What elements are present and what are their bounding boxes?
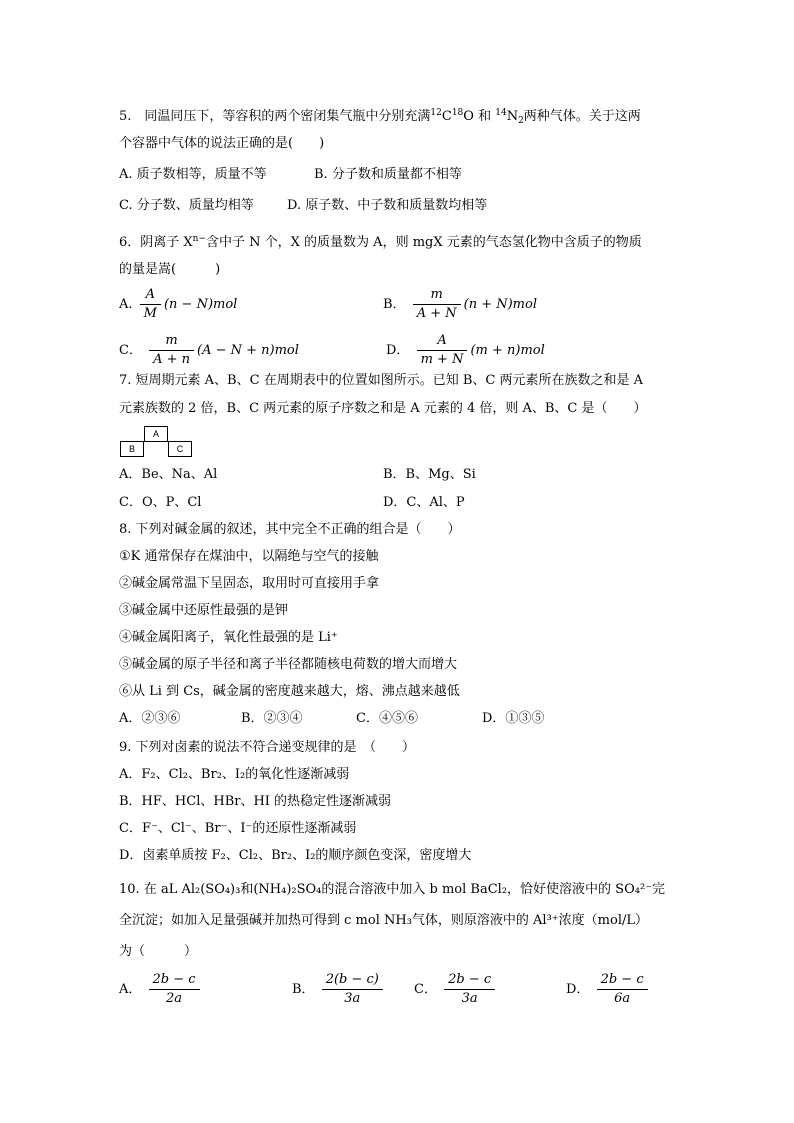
option-tail: (m + n)mol	[470, 343, 545, 358]
q5-element: C	[441, 109, 452, 124]
numerator: A	[140, 287, 161, 305]
fraction	[417, 333, 468, 368]
q5-and: 和	[478, 109, 492, 124]
q6-option-a	[119, 287, 237, 322]
q8-option-d: D．①③⑤	[482, 711, 545, 726]
fraction	[140, 287, 161, 322]
q5-mass: 14	[495, 108, 507, 118]
q5-option-c: C. 分子数、质量均相等	[119, 198, 254, 213]
fraction	[322, 972, 383, 1007]
option-label: B．	[292, 982, 315, 997]
option-label: C．	[119, 343, 142, 358]
q7-line1: 7. 短周期元素 A、B、C 在周期表中的位置如图所示。已知 B、C 两元素所在族数之和是 A	[119, 373, 643, 388]
option-label: A.	[119, 297, 133, 312]
denominator: m + N	[420, 352, 464, 367]
q5-option-d: D. 原子数、中子数和质量数均相等	[287, 198, 488, 213]
q5-line2: 个容器中气体的说法正确的是( )	[119, 136, 325, 151]
numerator: 2b − c	[444, 972, 495, 990]
q8-statement: ⑤碱金属的原子半径和离子半径都随核电荷数的增大而增大	[119, 657, 458, 672]
q7-option-d: D．C、Al、P	[383, 495, 465, 510]
q10-line3: 为（ ）	[119, 944, 198, 959]
q5-text: 5. 同温同压下，等容积的两个密闭集气瓶中分别充满	[119, 109, 431, 124]
option-tail: (n − N)mol	[163, 297, 238, 312]
q5-option-b: B. 分子数和质量都不相等	[314, 167, 462, 182]
q6-line1	[119, 231, 642, 251]
q10-option-d	[566, 972, 651, 1007]
periodic-table-diagram	[120, 426, 192, 458]
q6-charge: n−	[192, 234, 207, 244]
q8-option-b: B．②③④	[241, 711, 303, 726]
q5-text: 两种气体。关于这两	[523, 109, 641, 124]
q9-line1: 9. 下列对卤素的说法不符合递变规律的是 （ ）	[119, 740, 416, 755]
q8-statement: ②碱金属常温下呈固态，取用时可直接用手拿	[119, 576, 380, 591]
option-tail: (n + N)mol	[463, 297, 537, 312]
q5-mass: 12	[430, 108, 442, 118]
fraction	[413, 287, 461, 322]
fraction	[444, 972, 495, 1007]
q5-element: O	[463, 109, 474, 124]
q7-option-c: C．O、P、Cl	[119, 495, 202, 510]
option-label: D．	[566, 982, 590, 997]
numerator: 2b − c	[597, 972, 648, 990]
denominator: 2a	[166, 991, 183, 1006]
fraction	[149, 972, 200, 1007]
numerator: 2(b − c)	[322, 972, 383, 990]
q8-option-a: A．②③⑥	[119, 711, 181, 726]
q5-option-a: A. 质子数相等，质量不等	[119, 167, 267, 182]
fraction	[149, 333, 194, 368]
q6-option-b	[383, 287, 537, 322]
q8-statement: ⑥从 Li 到 Cs，碱金属的密度越来越大，熔、沸点越来越低	[119, 684, 460, 699]
cell-b: B	[120, 441, 144, 457]
q8-statement: ④碱金属阳离子，氧化性最强的是 Li⁺	[119, 630, 338, 645]
q10-line1: 10. 在 aL Al₂(SO₄)₃和(NH₄)₂SO₄的混合溶液中加入 b mol BaCl₂，恰好使溶液中的 SO₄²⁻完	[119, 882, 666, 897]
numerator: 2b − c	[149, 972, 200, 990]
numerator: A	[417, 333, 468, 351]
q9-option-a: A．F₂、Cl₂、Br₂、I₂的氧化性逐渐减弱	[119, 767, 350, 782]
q7-line2: 元素族数的 2 倍，B、C 两元素的原子序数之和是 A 元素的 4 倍，则 A、B、C 是（ ）	[119, 401, 647, 416]
q5-mass: 18	[451, 108, 464, 118]
q7-option-a: A．Be、Na、Al	[119, 467, 218, 482]
q10-line2: 全沉淀；如加入足量强碱并加热可得到 c mol NH₃气体，则原溶液中的 Al³⁺浓度（mol/L）	[119, 913, 648, 928]
denominator: A + n	[153, 352, 191, 367]
denominator: M	[143, 306, 157, 321]
option-tail: (A − N + n)mol	[197, 343, 299, 358]
option-label: B．	[383, 297, 406, 312]
numerator: m	[413, 287, 461, 305]
numerator: m	[149, 333, 194, 351]
option-label: D．	[386, 343, 410, 358]
option-label: C．	[414, 982, 437, 997]
q9-option-d: D．卤素单质按 F₂、Cl₂、Br₂、I₂的顺序颜色变深，密度增大	[119, 848, 472, 863]
q10-option-c	[414, 972, 498, 1007]
q5-line1	[119, 105, 641, 129]
q6-option-d	[386, 333, 545, 368]
q10-option-a	[119, 972, 203, 1007]
q8-line1: 8. 下列对碱金属的叙述，其中完全不正确的组合是（ ）	[119, 522, 461, 537]
denominator: 3a	[344, 991, 361, 1006]
fraction	[597, 972, 648, 1007]
q5-element: N	[506, 109, 519, 124]
denominator: 6a	[614, 991, 631, 1006]
q6-option-c	[119, 333, 299, 368]
q9-option-c: C．F⁻、Cl⁻、Br⁻、I⁻的还原性逐渐减弱	[119, 821, 357, 836]
q6-text: 6．阴离子 X	[119, 235, 193, 250]
q6-text: 含中子 N 个，X 的质量数为 A，则 mgX 元素的气态氢化物中含质子的物质	[206, 235, 642, 250]
cell-a: A	[144, 426, 168, 442]
q8-statement: ①K 通常保存在煤油中，以隔绝与空气的接触	[119, 549, 379, 564]
denominator: 3a	[461, 991, 478, 1006]
option-label: A．	[119, 982, 142, 997]
q9-option-b: B．HF、HCl、HBr、HI 的热稳定性逐渐减弱	[119, 794, 392, 809]
q6-line2: 的量是嵩( )	[119, 262, 221, 277]
q7-option-b: B．B、Mg、Si	[383, 467, 476, 482]
q8-option-c: C．④⑤⑥	[356, 711, 418, 726]
q10-option-b	[292, 972, 386, 1007]
denominator: A + N	[416, 306, 457, 321]
q8-statement: ③碱金属中还原性最强的是钾	[119, 603, 289, 618]
q5-subscript: 2	[518, 116, 524, 126]
cell-c: C	[168, 441, 192, 457]
